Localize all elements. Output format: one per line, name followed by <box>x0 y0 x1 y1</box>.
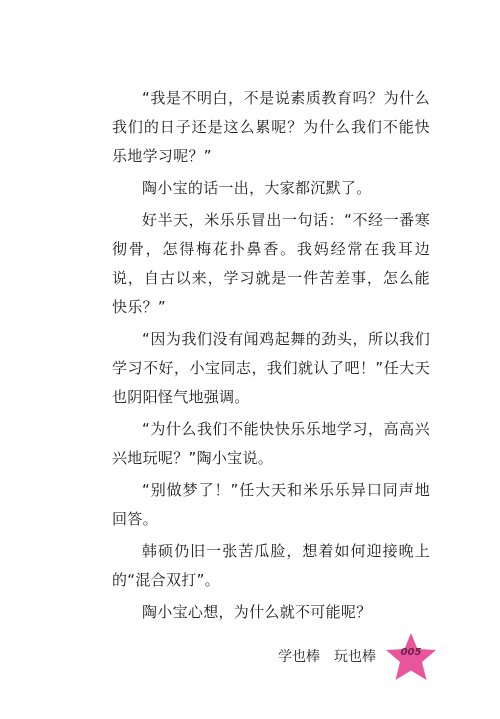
page-footer <box>238 632 438 682</box>
running-title: 学也棒 玩也棒 <box>278 649 376 665</box>
page-number: 005 <box>400 647 422 658</box>
paragraph: “为什么我们不能快快乐乐地学习，高高兴兴地玩呢？”陶小宝说。 <box>112 420 430 467</box>
paragraph: “因为我们没有闻鸡起舞的劲头，所以我们学习不好，小宝同志，我们就认了吧！”任大天也阴阳怪气地强调。 <box>112 330 430 406</box>
paragraph: 韩硕仍旧一张苦瓜脸，想着如何迎接晚上的“混合双打”。 <box>112 542 430 589</box>
paragraph: 陶小宝的话一出，大家都沉默了。 <box>142 179 372 197</box>
paragraph: 好半天，米乐乐冒出一句话：“不经一番寒彻骨，怎得梅花扑鼻香。我妈经常在我耳边说，自古以来，学习就是一件苦差事，怎么能快乐？” <box>112 211 430 316</box>
body-text <box>112 84 430 630</box>
paragraph: “我是不明白，不是说素质教育吗？为什么我们的日子还是这么累呢？为什么我们不能快乐地学习呢？” <box>112 89 430 165</box>
paragraph: “别做梦了！”任大天和米乐乐异口同声地回答。 <box>112 481 430 528</box>
paragraph: 陶小宝心想，为什么就不可能呢？ <box>142 603 372 621</box>
